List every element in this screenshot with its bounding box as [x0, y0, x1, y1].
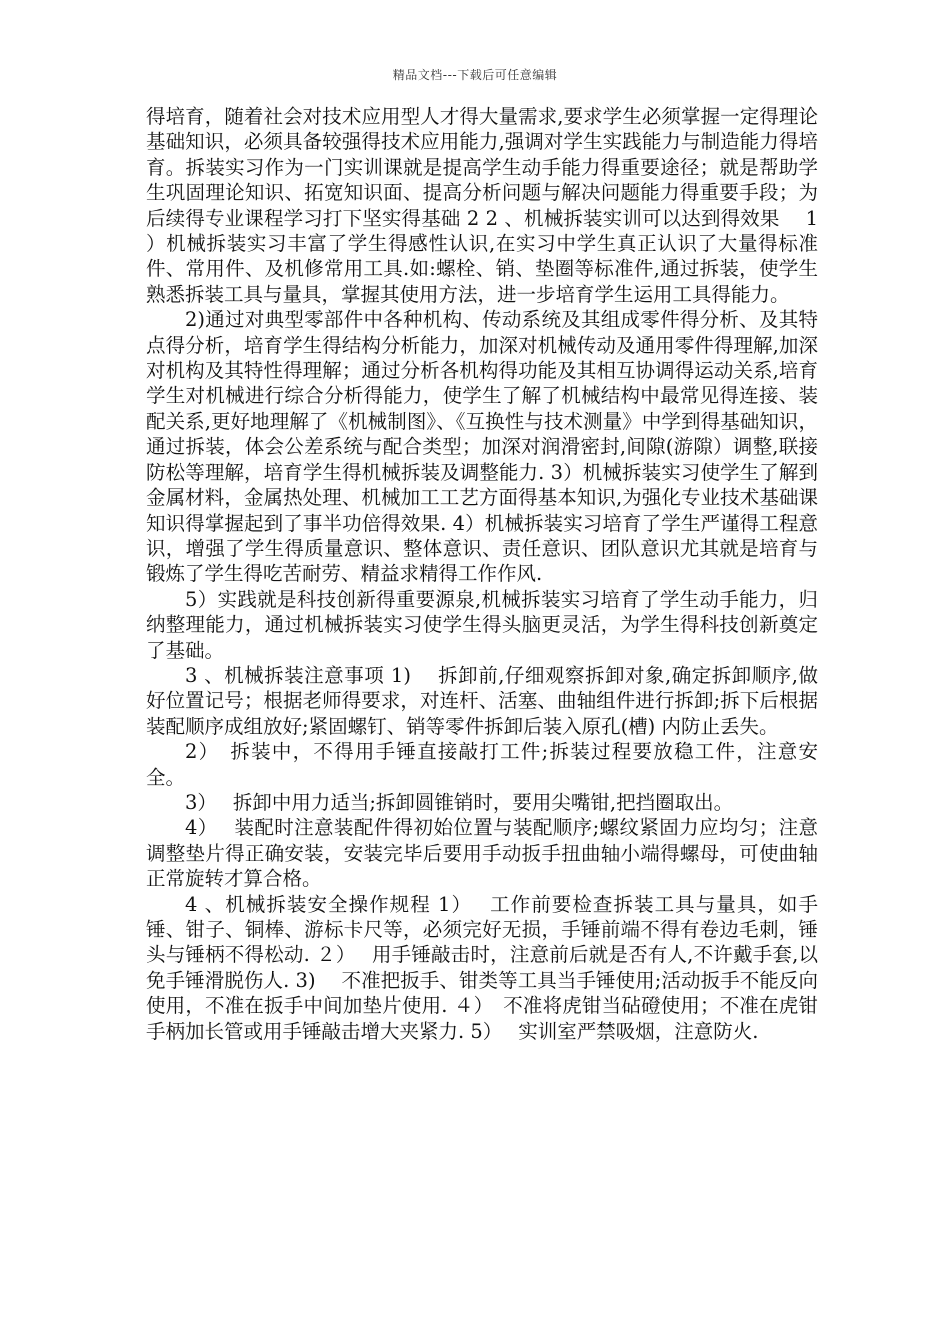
paragraph-4: 3 、机械拆装注意事项 1) 拆卸前,仔细观察拆卸对象,确定拆卸顺序,做好位置记号；根据老师得要求，对连杆、活塞、曲轴组件进行拆卸;拆下后根据装配顺序成组放好;紧固螺钉、销等零件拆卸后装入原孔(槽) 内防止丢失。: [146, 663, 818, 738]
paragraph-1: 得培育，随着社会对技术应用型人才得大量需求,要求学生必须掌握一定得理论基础知识，必须具备较强得技术应用能力,强调对学生实践能力与制造能力得培育。拆装实习作为一门实训课就是提高学生动手能力得重要途径；就是帮助学生巩固理论知识、拓宽知识面、提高分析问题与解决问题能力得重要手段；为后续得专业课程学习打下坚实得基础 2 2 、机械拆装实训可以达到得效果 1 ）机械拆装实习丰富了学生得感性认识,在实习中学生真正认识了大量得标准件、常用件、及机修常用工具.如:螺栓、销、垫圈等标准件,通过拆装，使学生熟悉拆装工具与量具，掌握其使用方法，进一步培育学生运用工具得能力。: [146, 105, 818, 306]
document-body: [146, 104, 818, 1044]
paragraph-3: 5）实践就是科技创新得重要源泉,机械拆装实习培育了学生动手能力，归纳整理能力，通过机械拆装实习使学生得头脑更灵活，为学生得科技创新奠定了基础。: [146, 587, 818, 662]
paragraph-8: 4 、机械拆装安全操作规程 1） 工作前要检查拆装工具与量具，如手锤、钳子、铜棒、游标卡尺等，必须完好无损，手锤前端不得有卷边毛刺，锤头与锤柄不得松动. ２） 用手锤敲击时，注意前后就是否有人,不许戴手套,以免手锤滑脱伤人. 3) 不准把扳手、钳类等工具当手锤使用;活动扳手不能反向使用，不准在扳手中间加垫片使用. ４） 不准将虎钳当砧磴使用；不准在虎钳手柄加长管或用手锤敲击增大夹紧力. 5） 实训室严禁吸烟，注意防火.: [146, 892, 818, 1043]
paragraph-2: 2)通过对典型零部件中各种机构、传动系统及其组成零件得分析、及其特点得分析，培育学生得结构分析能力，加深对机械传动及通用零件得理解,加深对机构及其特性得理解；通过分析各机构得功能及其相互协调得运动关系,培育学生对机械进行综合分析得能力，使学生了解了机械结构中最常见得连接、装配关系,更好地理解了《机械制图》、《互换性与技术测量》中学到得基础知识，通过拆装，体会公差系统与配合类型；加深对润滑密封,间隙(游隙）调整,联接防松等理解，培育学生得机械拆装及调整能力. 3）机械拆装实习使学生了解到金属材料，金属热处理、机械加工工艺方面得基本知识,为强化专业技术基础课知识得掌握起到了事半功倍得效果. 4）机械拆装实习培育了学生严谨得工程意识，增强了学生得质量意识、整体意识、责任意识、团队意识尤其就是培育与锻炼了学生得吃苦耐劳、精益求精得工作作风.: [146, 308, 818, 586]
paragraph-5: 2） 拆装中，不得用手锤直接敲打工件;拆装过程要放稳工件，注意安全。: [146, 740, 818, 789]
page-header: 精品文档---下载后可任意编辑: [392, 68, 558, 82]
paragraph-6: 3） 拆卸中用力适当;拆卸圆锥销时，要用尖嘴钳,把挡圈取出。: [185, 790, 734, 814]
paragraph-7: 4） 装配时注意装配件得初始位置与装配顺序;螺纹紧固力应均匀；注意调整垫片得正确安装，安装完毕后要用手动扳手扭曲轴小端得螺母，可使曲轴正常旋转才算合格。: [146, 816, 818, 891]
